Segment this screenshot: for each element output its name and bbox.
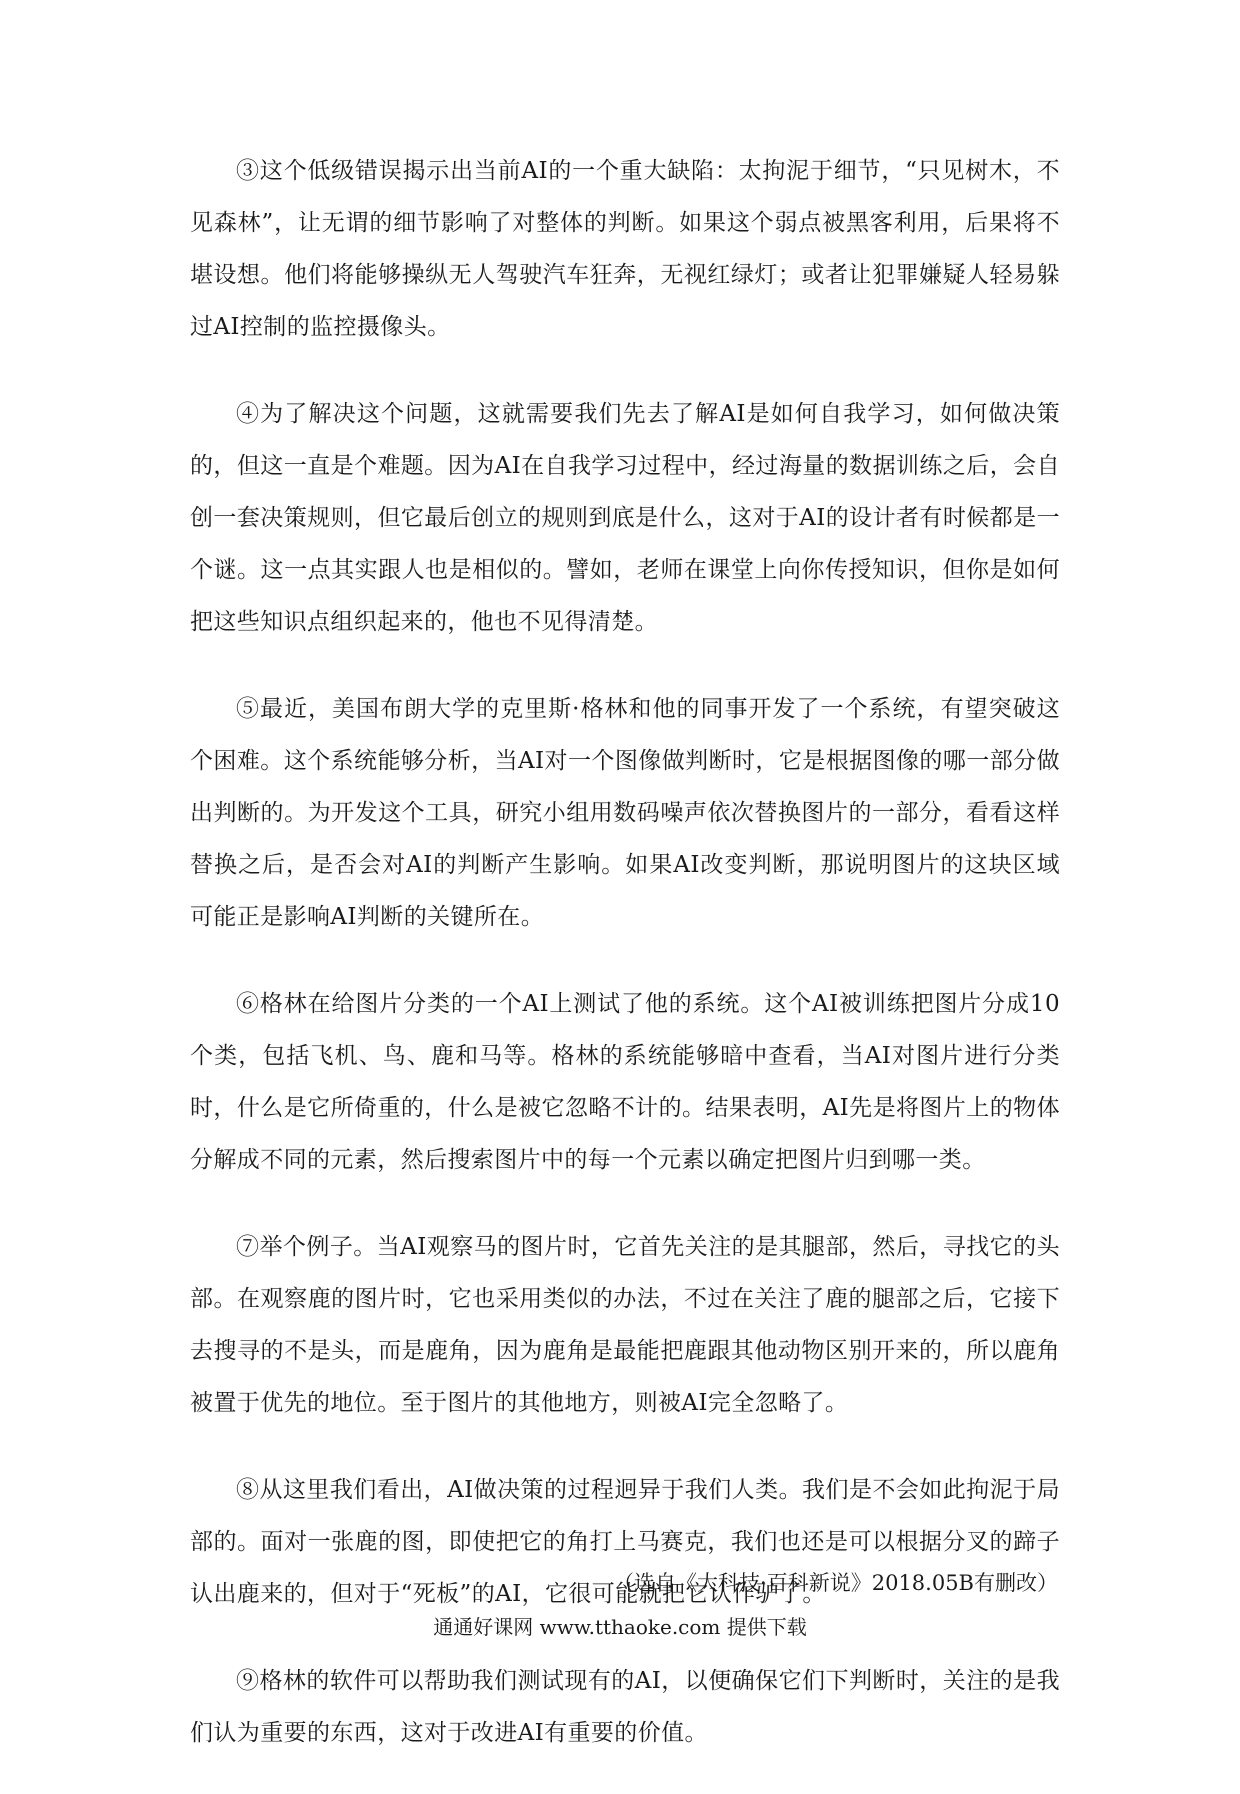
paragraph-5: ⑤最近，美国布朗大学的克里斯·格林和他的同事开发了一个系统，有望突破这个困难。这个系统能够分析，当AI对一个图像做判断时，它是根据图像的哪一部分做出判断的。为开发这个工具，研究小组用数码噪声依次替换图片的一部分，看看这样替换之后，是否会对AI的判断产生影响。如果AI改变判断，那说明图片的这块区域可能正是影响AI判断的关键所在。 xyxy=(190,696,1060,930)
footer-note: 通通好课网 www.tthaoke.com 提供下载 xyxy=(433,1615,807,1639)
paragraph-6: ⑥格林在给图片分类的一个AI上测试了他的系统。这个AI被训练把图片分成10个类，包括飞机、鸟、鹿和马等。格林的系统能够暗中查看，当AI对图片进行分类时，什么是它所倚重的，什么是被它忽略不计的。结果表明，AI先是将图片上的物体分解成不同的元素，然后搜索图片中的每一个元素以确定把图片归到哪一类。 xyxy=(190,991,1060,1173)
paragraph-4: ④为了解决这个问题，这就需要我们先去了解AI是如何自我学习，如何做决策的，但这一直是个难题。因为AI在自我学习过程中，经过海量的数据训练之后，会自创一套决策规则，但它最后创立的规则到底是什么，这对于AI的设计者有时候都是一个谜。这一点其实跟人也是相似的。譬如，老师在课堂上向你传授知识，但你是如何把这些知识点组织起来的，他也不见得清楚。 xyxy=(190,401,1060,635)
paragraph-8: ⑧从这里我们看出，AI做决策的过程迥异于我们人类。我们是不会如此拘泥于局部的。面对一张鹿的图，即使把它的角打上马赛克，我们也还是可以根据分叉的蹄子认出鹿来的，但对于“死板”的AI，它很可能就把它认作驴了。 xyxy=(190,1477,1060,1607)
article-body xyxy=(190,145,1060,1794)
paragraph-9: ⑨格林的软件可以帮助我们测试现有的AI，以便确保它们下判断时，关注的是我们认为重要的东西，这对于改进AI有重要的价值。 xyxy=(190,1668,1060,1746)
source-citation: （选自《大科技·百科新说》2018.05B有删改） xyxy=(613,1571,1058,1595)
paragraph-3: ③这个低级错误揭示出当前AI的一个重大缺陷：太拘泥于细节，“只见树木，不见森林”，让无谓的细节影响了对整体的判断。如果这个弱点被黑客利用，后果将不堪设想。他们将能够操纵无人驾驶汽车狂奔，无视红绿灯；或者让犯罪嫌疑人轻易躲过AI控制的监控摄像头。 xyxy=(190,158,1060,340)
paragraph-7: ⑦举个例子。当AI观察马的图片时，它首先关注的是其腿部，然后，寻找它的头部。在观察鹿的图片时，它也采用类似的办法，不过在关注了鹿的腿部之后，它接下去搜寻的不是头，而是鹿角，因为鹿角是最能把鹿跟其他动物区别开来的，所以鹿角被置于优先的地位。至于图片的其他地方，则被AI完全忽略了。 xyxy=(190,1234,1060,1416)
